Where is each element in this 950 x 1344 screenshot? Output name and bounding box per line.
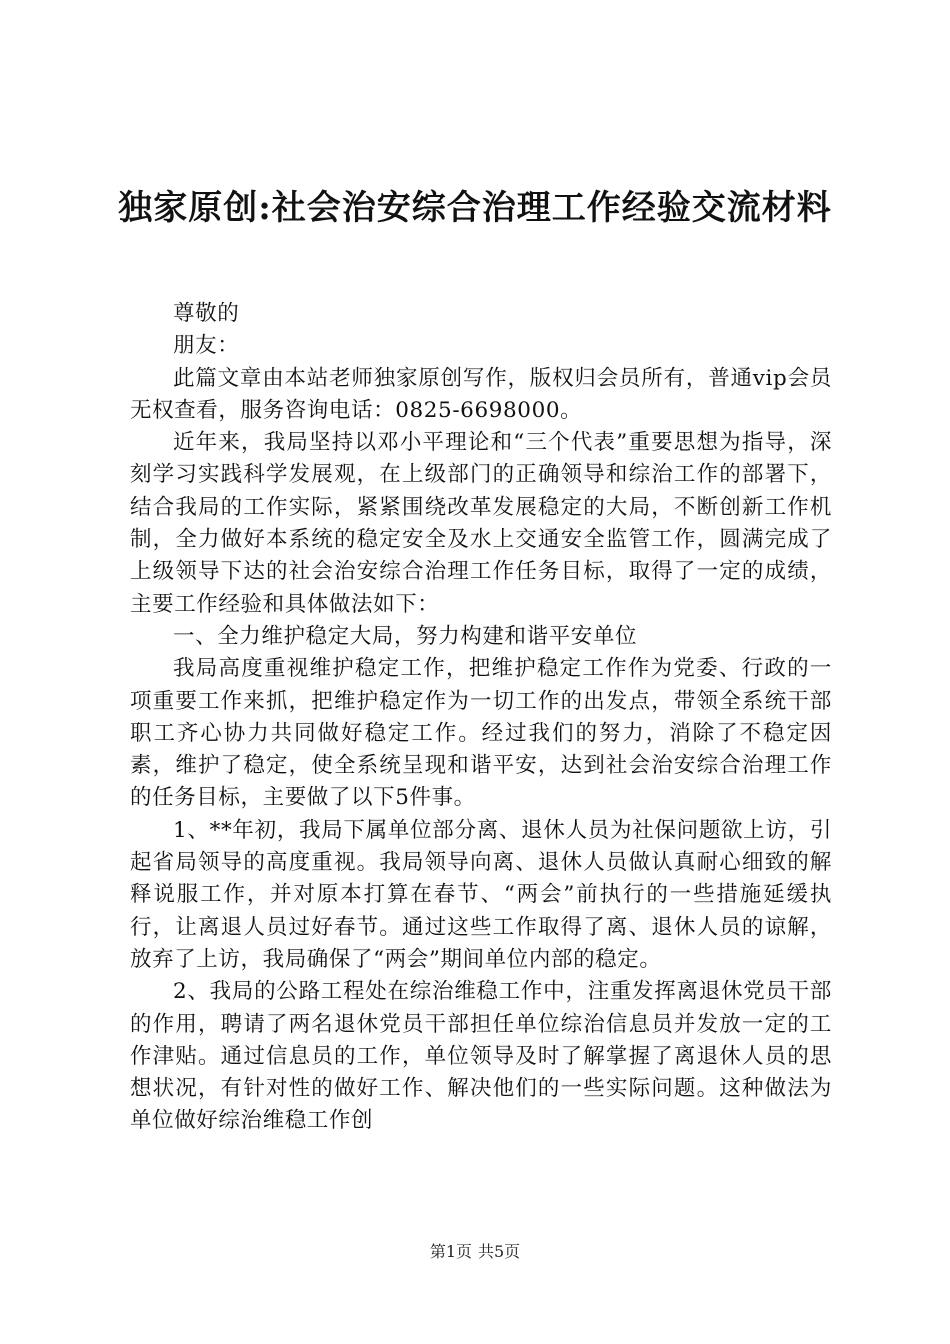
page-footer <box>0 1241 950 1263</box>
greeting: 尊敬的 <box>173 301 240 326</box>
paragraph-item-1: 1、**年初，我局下属单位部分离、退休人员为社保问题欲上访，引起省局领导的高度重视。我局领导向离、退休人员做认真耐心细致的解释说服工作，并对原本打算在春节、“两会”前执行的一些措施延缓执行，让离退人员过好春节。通过这些工作取得了离、退休人员的谅解，放弃了上访，我局确保了“两会”期间单位内部的稳定。 <box>130 817 832 972</box>
paragraph-copyright-notice: 此篇文章由本站老师独家原创写作，版权归会员所有，普通vip会员无权查看，服务咨询电话：0825-6698000。 <box>130 365 832 423</box>
section-heading-1: 一、全力维护稳定大局，努力构建和谐平安单位 <box>173 623 638 649</box>
page-number-total: 共5页 <box>478 1242 521 1261</box>
paragraph-stability-work: 我局高度重视维护稳定工作，把维护稳定工作作为党委、行政的一项重要工作来抓，把维护稳定作为一切工作的出发点，带领全系统干部职工齐心协力共同做好稳定工作。经过我们的努力，消除了不稳定因素，维护了稳定，使全系统呈现和谐平安，达到社会治安综合治理工作的任务目标，主要做了以下5件事。 <box>130 656 832 811</box>
document-body <box>130 298 832 1138</box>
document-title: 独家原创:社会治安综合治理工作经验交流材料 <box>118 188 832 228</box>
salutation: 朋友： <box>173 333 240 359</box>
paragraph-introduction: 近年来，我局坚持以邓小平理论和“三个代表”重要思想为指导，深刻学习实践科学发展观，在上级部门的正确领导和综治工作的部署下，结合我局的工作实际，紧紧围绕改革发展稳定的大局，不断创新工作机制，全力做好本系统的稳定安全及水上交通安全监管工作，圆满完成了上级领导下达的社会治安综合治理工作任务目标，取得了一定的成绩，主要工作经验和具体做法如下： <box>130 430 832 617</box>
page-number-current: 第1页 <box>429 1242 472 1261</box>
paragraph-item-2: 2、我局的公路工程处在综治维稳工作中，注重发挥离退休党员干部的作用，聘请了两名退休党员干部担任单位综治信息员并发放一定的工作津贴。通过信息员的工作，单位领导及时了解掌握了离退休人员的思想状况，有针对性的做好工作、解决他们的一些实际问题。这种做法为单位做好综治维稳工作创 <box>130 979 832 1134</box>
